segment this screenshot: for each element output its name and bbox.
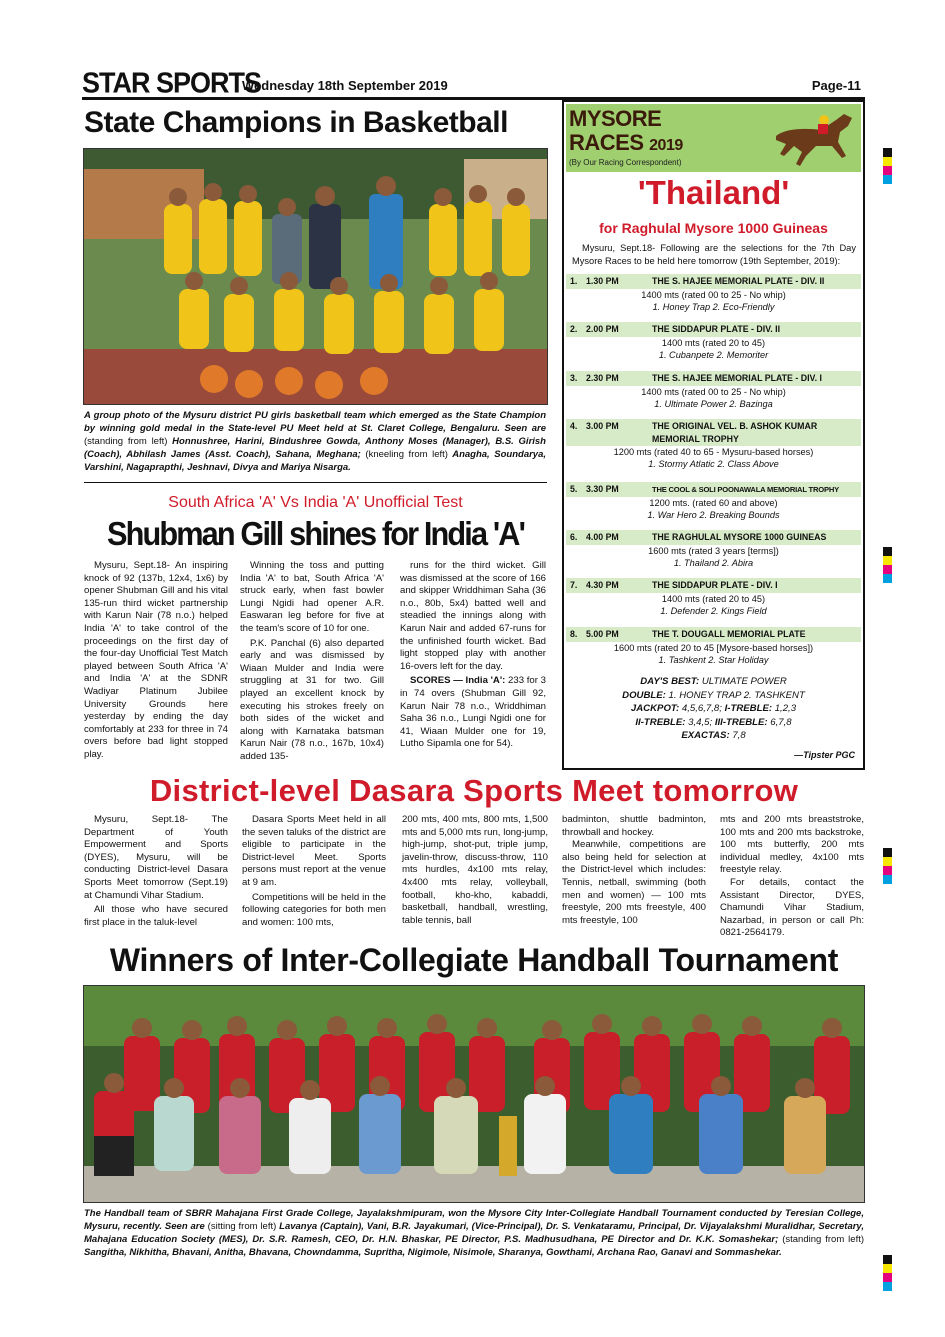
handball-headline: Winners of Inter-Collegiate Handball Tournament: [109, 942, 839, 978]
race-entry: 7. 4.30 PM THE SIDDAPUR PLATE - DIV. I 1400 mts (rated 20 to 45) 1. Defender 2. Kings Field: [566, 578, 861, 618]
races-summary: DAY'S BEST: ULTIMATE POWER DOUBLE: 1. HONEY TRAP 2. TASHKENT JACKPOT: 4,5,6,7,8; I-TREBLE: 1,2,3 II-TREBLE: 3,4,5; III-TREBLE: 6,7,8 EXACTAS: 7,8: [622, 676, 805, 742]
mysore-races-box: [562, 100, 865, 770]
race-entry: 2. 2.00 PM THE SIDDAPUR PLATE - DIV. II 1400 mts (rated 20 to 45) 1. Cubanpete 2. Memoriter: [566, 322, 861, 362]
racehorse-icon: [766, 106, 861, 170]
page-number: Page-11: [811, 78, 861, 93]
races-headline: 'Thailand': [637, 174, 790, 211]
cricket-kicker: South Africa 'A' Vs India 'A' Unofficial Test: [168, 494, 463, 511]
race-entry: 1. 1.30 PM THE S. HAJEE MEMORIAL PLATE - DIV. II 1400 mts (rated 00 to 25 - No whip) 1. Honey Trap 2. Eco-Friendly: [566, 274, 861, 314]
divider: [84, 482, 547, 483]
race-entry: 6. 4.00 PM THE RAGHULAL MYSORE 1000 GUINEAS 1600 mts (rated 3 years [terms]) 1. Thailand 2. Abira: [566, 530, 861, 570]
basketball-team-photo: [83, 148, 548, 405]
races-intro: Mysuru, Sept.18- Following are the selections for the 7th Day Mysore Races to be held here tomorrow (19th September, 2019):: [572, 243, 856, 266]
basketball-caption: A group photo of the Mysuru district PU girls basketball team which emerged as the State Champion by winning gold medal in the State-level PU Meet held at St. Claret College, Bengaluru. Seen are (standing from left) Honnushree, Harini, Bindushree Gowda, Anthony Moses (Manager), B.S. Girish (Coach), Abhilash James (Asst. Coach), Sahana, Meghana; (kneeling from left) Anagha, Soundarya, Varshini, Nagaprapthi, Jeshnavi, Divya and Mariya Nisarga.: [84, 410, 547, 473]
dasara-headline: District-level Dasara Sports Meet tomorrow: [149, 773, 799, 808]
dasara-column-3: 200 mts, 400 mts, 800 mts, 1,500 mts and 5,000 mts run, long-jump, high-jump, shot-put, triple jump, javelin-throw, discuss-throw, 110 mts hurdles, 4x100 mts relay, 4x400 mts relay, volleyball, football, kho-kho, kabaddi, basketball, handball, wrestling, table tennis, ball: [402, 814, 548, 926]
races-header: [566, 104, 861, 172]
races-title-2: RACES 2019: [569, 130, 683, 155]
cricket-column-2: Winning the toss and putting India 'A' to bat, South Africa 'A' struck early, when fast bowler Lungi Ngidi had opener A.R. Easwaran leg before for five at the team's score of 10 for one. P.K. Panchal (6) also departed early and was dismissed by Wiaan Mulder and India were struggling at 31 for two. Gill played an excellent knock by executing his strokes freely on both sides of the wicket and along with Karnataka batsman Karun Nair (78 n.o., 167b, 10x4) added 135-: [240, 560, 384, 762]
dasara-column-4: badminton, shuttle badminton, throwball and hockey. Meanwhile, competitions are also being held for selection at the District-level which includes: Tennis, netball, swimming (both men and women) — 100 mts freestyle, 200 mts freestyle, 400 mts freestyle, 100: [562, 814, 706, 926]
registration-mark: [883, 148, 892, 184]
dasara-column-5: mts and 200 mts breaststroke, 100 mts and 200 mts backstroke, 100 mts butterfly, 200 mts individual medley, 4x100 mts freestyle relay. For details, contact the Assistant Director, DYES, Chamundi Vihar Stadium, Nazarbad, in person or call Ph: 0821-2564179.: [720, 814, 864, 939]
race-entry: 8. 5.00 PM THE T. DOUGALL MEMORIAL PLATE 1600 mts (rated 20 to 45 [Mysore-based horses]) 1. Tashkent 2. Star Holiday: [566, 627, 861, 667]
handball-team-photo: [83, 985, 865, 1203]
cricket-column-3: runs for the third wicket. Gill was dismissed at the score of 166 and skipper Wriddhiman Saha (36 n.o., 80b, 5x4) batted well and steadied the innings along with Karun Nair and added 67-runs for the unfinished fourth wicket. Bad light stopped play with another 16-overs left for the day. SCORES — India 'A': 233 for 3 in 74 overs (Shubman Gill 92, Karun Nair 78 n.o., Wriddhiman Saha 36 n.o., Lungi Ngidi one for 41, Wiaan Mulder one for 19, Lutho Sipamla one for 54).: [400, 560, 546, 750]
masthead: [82, 66, 865, 100]
races-tipster: —Tipster PGC: [794, 750, 855, 760]
cricket-headline: Shubman Gill shines for India 'A': [106, 515, 525, 552]
registration-mark: [883, 848, 892, 884]
race-entry: 5. 3.30 PM THE COOL & SOLI POONAWALA MEMORIAL TROPHY 1200 mts. (rated 60 and above) 1. War Hero 2. Breaking Bounds: [566, 482, 861, 522]
race-entry: 3. 2.30 PM THE S. HAJEE MEMORIAL PLATE - DIV. I 1400 mts (rated 00 to 25 - No whip) 1. Ultimate Power 2. Bazinga: [566, 371, 861, 411]
races-subhead: for Raghulal Mysore 1000 Guineas: [599, 220, 828, 236]
registration-mark: [883, 547, 892, 583]
races-byline: (By Our Racing Correspondent): [569, 158, 682, 167]
basketball-headline: State Champions in Basketball: [84, 106, 508, 139]
races-title: MYSORE: [569, 106, 662, 131]
race-entry: 4. 3.00 PM THE ORIGINAL VEL. B. ASHOK KUMAR MEMORIAL TROPHY 1200 mts (rated 40 to 65 - Mysuru-based horses) 1. Stormy Atlatic 2. Class Above: [566, 419, 861, 471]
dasara-column-2: Dasara Sports Meet held in all the seven taluks of the district are eligible to participate in the District-level Meet. Sports persons must report at the venue at 9 am. Competitions will be held in the following categories for both men and women: 100 mts,: [242, 814, 386, 928]
handball-caption: The Handball team of SBRR Mahajana First Grade College, Jayalakshmipuram, won the Mysore City Inter-Collegiate Handball Tournament conducted by Teresian College, Mysuru, recently. Seen are (sitting from left) Lavanya (Captain), Vani, B.R. Jayakumari, (Vice-Principal), Dr. S. Venkataramu, Principal, Dr. Vijayalakshmi Muralidhar, Secretary, Mahajana Education Society (MES), Dr. S.R. Ramesh, CEO, Dr. H.N. Bhaskar, PE Director, P.S. Madhusudhana, PE Director and Dr. K.K. Somashekar; (standing from left) Sangitha, Nikhitha, Bhavani, Anitha, Bhavana, Chowndamma, Supritha, Nigimole, Nisimole, Sharanya, Gowthami, Archana Rao, Ganavi and Sommashekar.: [84, 1208, 865, 1258]
publication-date: Wednesday 18th September 2019: [242, 78, 448, 93]
dasara-column-1: Mysuru, Sept.18- The Department of Youth Empowerment and Sports (DYES), Mysuru, will be conducting District-level Dasara Sports Meet tomorrow (Sept.19) at Chamundi Vihar Stadium. All those who have secured first place in the taluk-level: [84, 814, 228, 928]
brand-logo: STAR SPORTS: [82, 67, 262, 99]
registration-mark: [883, 1255, 892, 1291]
cricket-column-1: Mysuru, Sept.18- An inspiring knock of 92 (137b, 12x4, 1x6) by opener Shubman Gill and his vital 135-run third wicket partnership with Karun Nair (78 n.o.) helped India 'A' to take control of the proceedings on the first day of the four-day Unofficial Test Match played between South Africa 'A' and India 'A' at the SDNR Wadiyar Platinum Jubilee University Grounds here yesterday by ending the day comfortably at 233 for three in 74 overs before bad light stopped play.: [84, 560, 228, 760]
